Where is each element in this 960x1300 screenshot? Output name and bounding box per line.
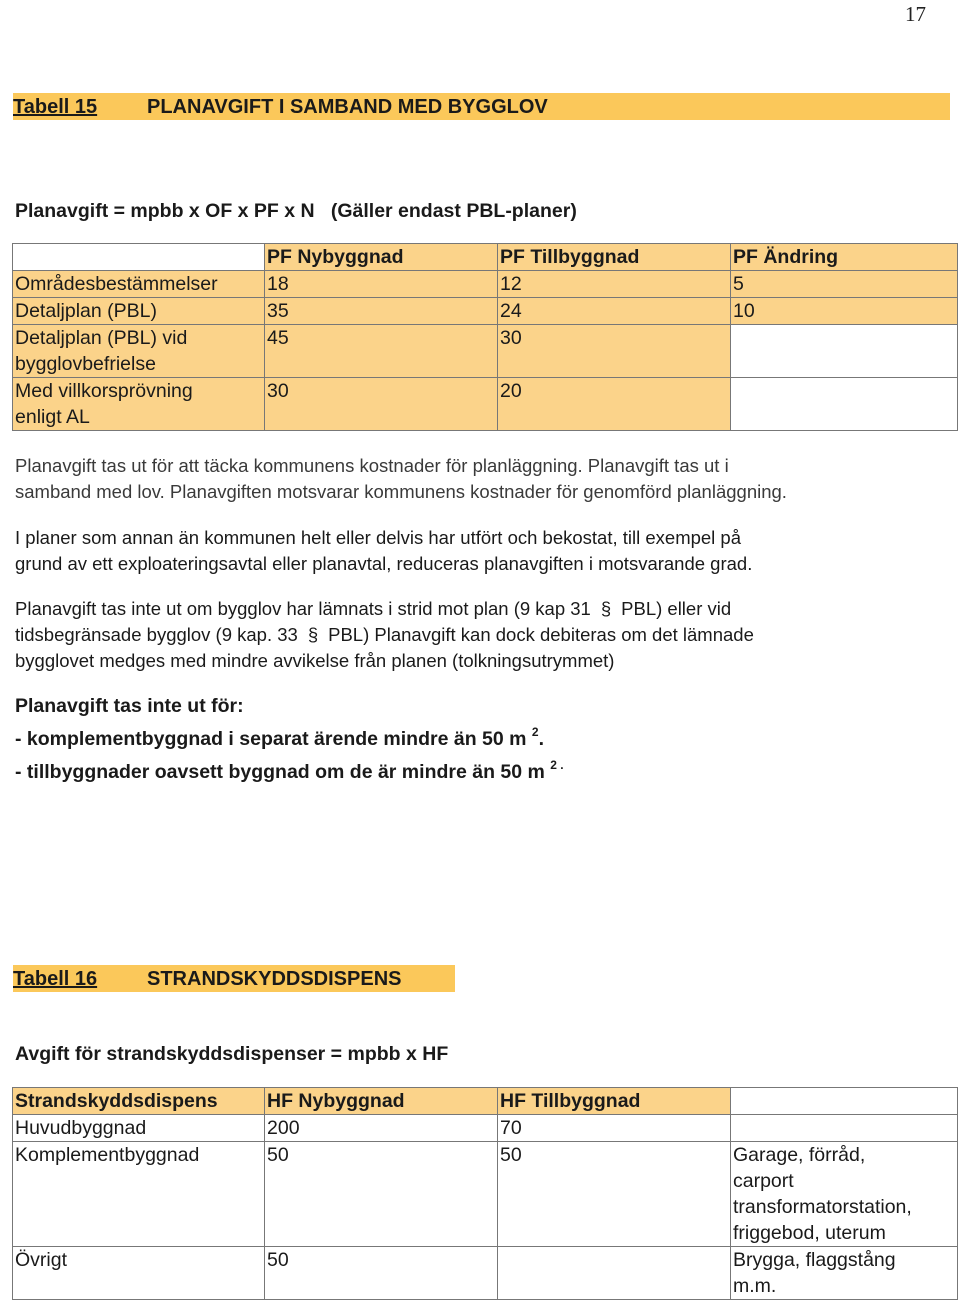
header-pf-nybyggnad: PF Nybyggnad — [265, 244, 498, 271]
table16-fee-table — [12, 1087, 958, 1300]
text-span: PBL) Planavgift kan dock debiteras om det lämnade — [328, 624, 754, 645]
table-header-row — [13, 1088, 958, 1115]
cell-value: 50 — [498, 1142, 731, 1247]
row-label-line: Med villkorsprövning — [15, 380, 193, 402]
text-span: - komplementbyggnad i separat ärende mindre än 50 m — [15, 728, 527, 750]
paragraph-line — [15, 596, 945, 622]
exemptions-list — [15, 693, 564, 785]
cell-note — [731, 1247, 958, 1300]
table-row — [13, 1247, 958, 1300]
table15-fee-table — [12, 243, 958, 431]
row-label: Huvudbyggnad — [13, 1115, 265, 1142]
note-line: carport — [733, 1170, 794, 1192]
exemptions-heading: Planavgift tas inte ut för: — [15, 695, 244, 717]
row-label — [13, 378, 265, 431]
cell-value: 50 — [265, 1247, 498, 1300]
header-empty-cell — [731, 1088, 958, 1115]
table-row — [13, 1142, 958, 1247]
cell-value: 30 — [498, 325, 731, 378]
text-span: tidsbegränsade bygglov (9 kap. 33 — [15, 624, 298, 645]
note-line: m.m. — [733, 1275, 777, 1297]
paragraph-line: grund av ett exploateringsavtal eller planavtal, reduceras planavgiften i motsvarande grad. — [15, 553, 753, 574]
cell-value: 10 — [731, 298, 958, 325]
table15-title: PLANAVGIFT I SAMBAND MED BYGGLOV — [147, 96, 548, 118]
header-hf-tillbyggnad: HF Tillbyggnad — [498, 1088, 731, 1115]
cell-value: 70 — [498, 1115, 731, 1142]
cell-value: 20 — [498, 378, 731, 431]
cell-value: 18 — [265, 271, 498, 298]
section-sign-icon: § — [307, 624, 319, 645]
text-span: . — [538, 728, 545, 750]
cell-value — [498, 1247, 731, 1300]
cell-value: 12 — [498, 271, 731, 298]
note-line: friggebod, uterum — [733, 1222, 886, 1244]
note-line: transformatorstation, — [733, 1196, 912, 1218]
table15-formula: Planavgift = mpbb x OF x PF x N (Gäller endast PBL-planer) — [15, 200, 577, 222]
table-row — [13, 298, 958, 325]
cell-empty — [731, 378, 958, 431]
header-empty-cell — [13, 244, 265, 271]
row-label — [13, 325, 265, 378]
section-sign-icon: § — [600, 598, 612, 619]
exemption-item — [15, 752, 564, 785]
paragraph-reduction — [15, 525, 945, 577]
cell-value: 35 — [265, 298, 498, 325]
table-row — [13, 325, 958, 378]
row-label: Övrigt — [13, 1247, 265, 1300]
paragraph-line: bygglovet medges med mindre avvikelse från planen (tolkningsutrymmet) — [15, 650, 615, 671]
row-label-line: enligt AL — [15, 406, 90, 428]
note-line: Brygga, flaggstång — [733, 1249, 896, 1271]
row-label: Områdesbestämmelser — [13, 271, 265, 298]
header-strandskyddsdispens: Strandskyddsdispens — [13, 1088, 265, 1115]
table-row — [13, 271, 958, 298]
paragraph-purpose — [15, 453, 945, 505]
paragraph-exceptions — [15, 596, 945, 674]
table16-title: STRANDSKYDDSDISPENS — [147, 968, 402, 990]
paragraph-line: samband med lov. Planavgiften motsvarar kommunens kostnader för genomförd planläggning. — [15, 481, 787, 502]
row-label-line: bygglovbefrielse — [15, 353, 156, 375]
paragraph-line — [15, 622, 945, 648]
paragraph-line: Planavgift tas ut för att täcka kommunens kostnader för planläggning. Planavgift tas ut i — [15, 455, 729, 476]
text-span: - tillbyggnader oavsett byggnad om de är mindre än 50 m — [15, 761, 545, 783]
superscript: 2 — [531, 725, 539, 739]
paragraph-line: I planer som annan än kommunen helt eller delvis har utfört och bekostat, till exempel på — [15, 527, 742, 548]
note-line: Garage, förråd, — [733, 1144, 866, 1166]
table16-label: Tabell 16 — [13, 968, 98, 990]
header-pf-tillbyggnad: PF Tillbyggnad — [498, 244, 731, 271]
row-label: Komplementbyggnad — [13, 1142, 265, 1247]
page-number: 17 — [905, 2, 926, 26]
cell-value: 5 — [731, 271, 958, 298]
superscript: 2 . — [550, 758, 564, 772]
header-pf-andring: PF Ändring — [731, 244, 958, 271]
exemption-item — [15, 719, 564, 752]
table15-title-bar — [13, 93, 950, 120]
cell-value: 30 — [265, 378, 498, 431]
table16-formula: Avgift för strandskyddsdispenser = mpbb x HF — [15, 1043, 449, 1065]
cell-empty — [731, 325, 958, 378]
table-row — [13, 378, 958, 431]
cell-empty — [731, 1115, 958, 1142]
table-row — [13, 1115, 958, 1142]
row-label: Detaljplan (PBL) — [13, 298, 265, 325]
cell-note — [731, 1142, 958, 1247]
text-span: Planavgift tas inte ut om bygglov har lämnats i strid mot plan (9 kap 31 — [15, 598, 591, 619]
header-hf-nybyggnad: HF Nybyggnad — [265, 1088, 498, 1115]
cell-value: 24 — [498, 298, 731, 325]
cell-value: 45 — [265, 325, 498, 378]
text-span: PBL) eller vid — [621, 598, 732, 619]
cell-value: 200 — [265, 1115, 498, 1142]
table-header-row — [13, 244, 958, 271]
table16-title-bar — [13, 965, 455, 992]
row-label-line: Detaljplan (PBL) vid — [15, 327, 188, 349]
cell-value: 50 — [265, 1142, 498, 1247]
table15-label: Tabell 15 — [13, 96, 98, 118]
